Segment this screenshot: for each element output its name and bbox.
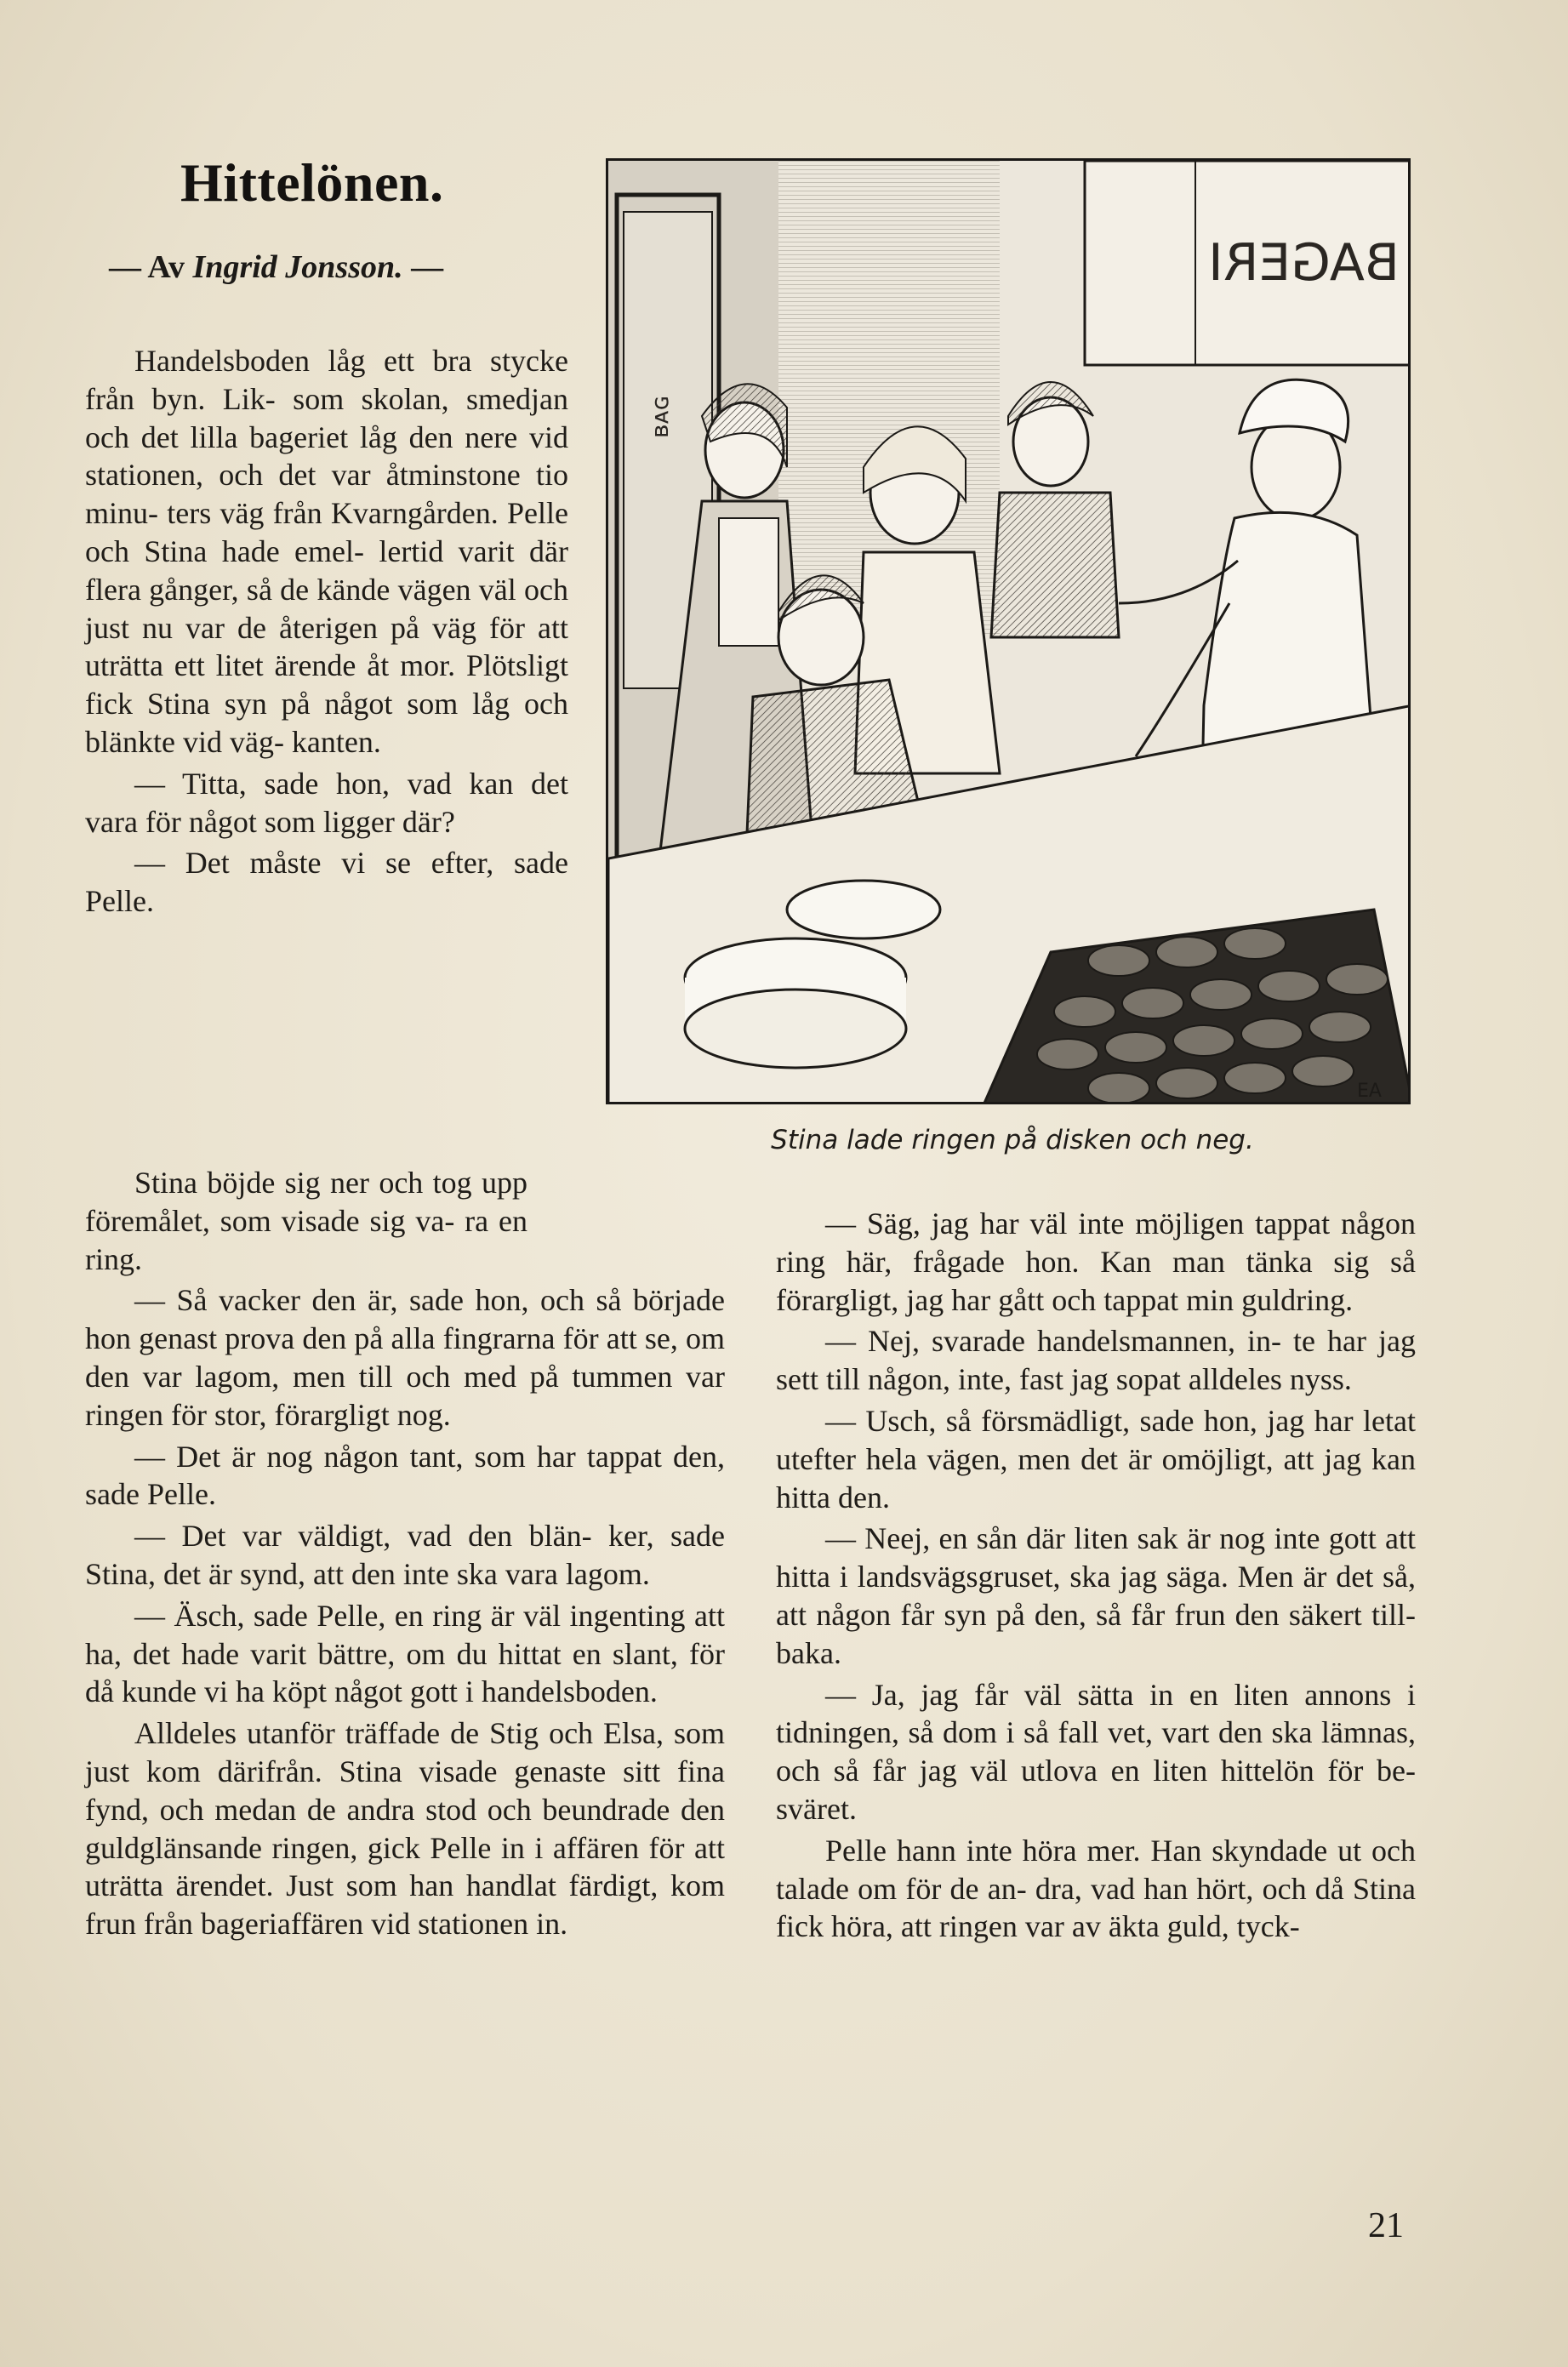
page-number: 21 — [1368, 2206, 1404, 2245]
paragraph: — Det var väldigt, vad den blän- ker, sade Stina, det är synd, att den inte ska vara lagom. — [85, 1519, 725, 1591]
left-column-top — [85, 342, 568, 921]
paragraph: — Neej, en sån där liten sak är nog inte gott att hitta i landsvägsgruset, ska jag säga. Men är det så, att någon får syn på den, så får frun den säkert till- baka. — [776, 1521, 1416, 1670]
paragraph: Alldeles utanför träffade de Stig och Elsa, som just kom därifrån. Stina visade genaste sitt fina fynd, och medan de andra stod och beundrade den guldglänsande ringen, gick Pelle in i affären för att uträtta ärendet. Just som han handlat färdigt, kom frun från bageriaffären vid stationen in. — [85, 1716, 725, 1942]
paragraph: — Titta, sade hon, vad kan det vara för något som ligger där? — [85, 766, 568, 839]
article-title: Hittelönen. — [180, 152, 444, 213]
mirrored-sign-small: ʙᴀɢ — [646, 395, 674, 438]
paragraph: Stina böjde sig ner och tog upp föremålet, som visade sig va- ra en ring. — [85, 1166, 527, 1276]
paragraph: — Nej, svarade handelsmannen, in- te har jag sett till någon, inte, fast jag sopat alldeles nyss. — [776, 1324, 1416, 1397]
byline — [109, 248, 443, 286]
paragraph: — Det måste vi se efter, sade Pelle. — [85, 846, 568, 919]
paragraph: — Äsch, sade Pelle, en ring är väl ingenting att ha, det hade varit bättre, om du hittat en slant, för då kunde vi ha köpt något gott i handelsboden. — [85, 1598, 725, 1709]
window-sign: BAGERI — [1208, 233, 1400, 293]
illustration-caption: Stina lade ringen på disken och neg. — [771, 1125, 1254, 1155]
left-column-bottom — [85, 1164, 733, 1943]
author-name: Ingrid Jonsson. — [192, 249, 403, 285]
paragraph: — Så vacker den är, sade hon, och så började hon genast prova den på alla fingrarna för att se, om den var lagom, men till och med på tummen var ringen för stor, förargligt nog. — [85, 1283, 725, 1432]
bakery-scene-drawing — [608, 161, 1411, 1104]
paragraph: — Säg, jag har väl inte möjligen tappat någon ring här, frågade hon. Kan man tänka sig så förargligt, jag har gått och tappat min guldring. — [776, 1206, 1416, 1317]
paragraph: Handelsboden låg ett bra stycke från byn. Lik- som skolan, smedjan och det lilla bageriet låg den nere vid stationen, och det var åtminstone tio minu- ters väg från Kvarngården. Pelle och Stina hade emel- lertid varit där flera gånger, så de kände vägen väl och just nu var de återigen på väg för att uträtta ett litet ärende åt mor. Plötsligt fick Stina syn på något som låg och blänkte vid väg- kanten. — [85, 344, 568, 759]
paragraph: — Usch, så försmädligt, sade hon, jag har letat utefter hela vägen, men det är omöjligt, att jag kan hitta den. — [776, 1403, 1416, 1514]
artist-signature: EA — [1357, 1081, 1382, 1102]
paragraph: — Det är nog någon tant, som har tappat den, sade Pelle. — [85, 1439, 725, 1512]
byline-prefix: — Av — [109, 249, 185, 285]
right-column — [776, 1205, 1416, 1946]
paragraph: Pelle hann inte höra mer. Han skyndade ut och talade om för de an- dra, vad han hört, och då Stina fick höra, att ringen var av äkta guld, tyck- — [776, 1833, 1416, 1944]
paragraph: — Ja, jag får väl sätta in en liten annons i tidningen, så dom i så fall vet, vart den ska lämnas, och så får jag väl utlova en liten hittelön för be- sväret. — [776, 1677, 1416, 1826]
illustration — [606, 158, 1411, 1104]
byline-suffix: — — [411, 249, 444, 285]
